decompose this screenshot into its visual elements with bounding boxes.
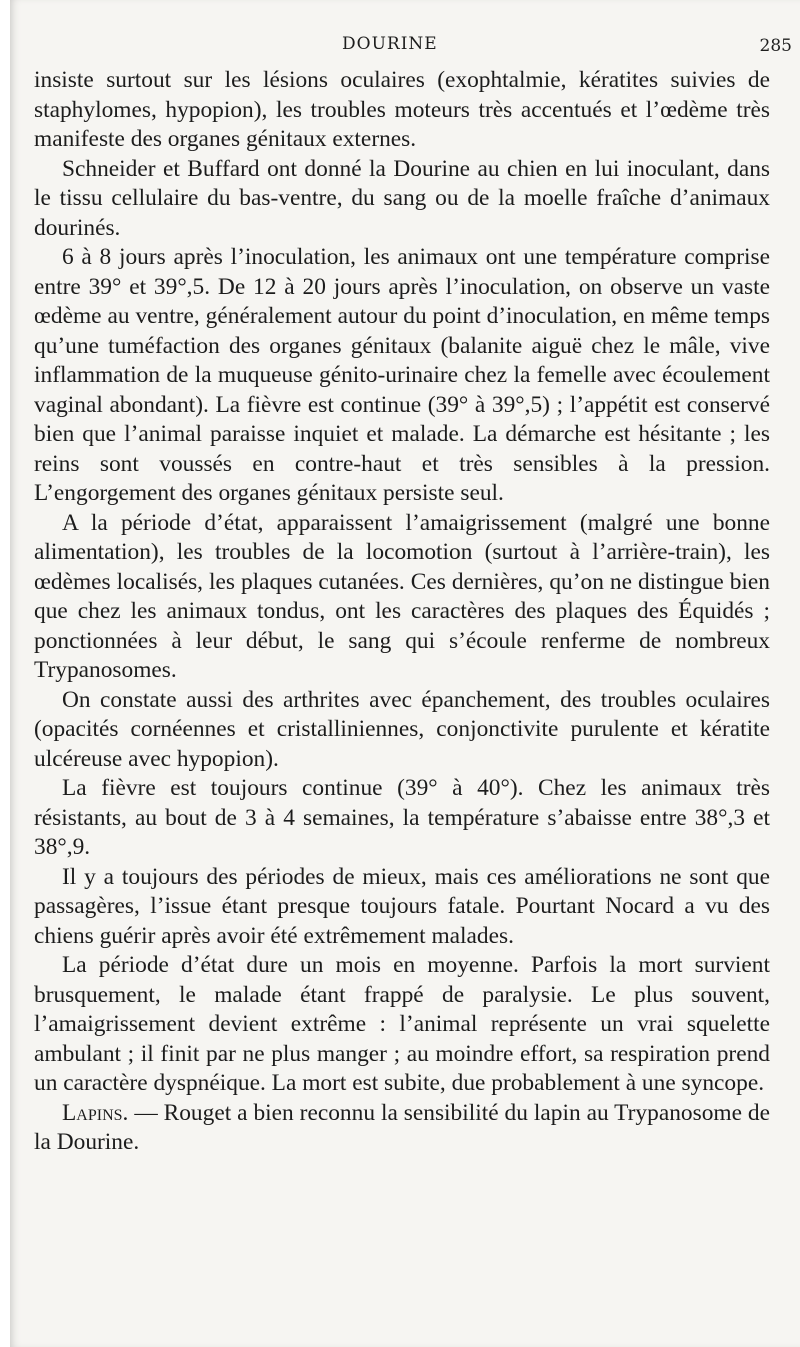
paragraph: A la période d’état, apparaissent l’amaigrissement (malgré une bonne alimentation), les troubles de la locomotion (surtout à l’arrière-train), les œdèmes localisés, les plaques cutanées. Ces dernières, qu’on ne distingue bien que chez les animaux tondus, ont les caractères des plaques des Équidés ; ponctionnées à leur début, le sang qui s’écoule renferme de nombreux Trypanosomes. [34,509,770,683]
paragraph: Il y a toujours des périodes de mieux, mais ces améliorations ne sont que passagères, l’issue étant presque toujours fatale. Pourtant Nocard a vu des chiens guérir après avoir été extrêmement malades. [34,863,770,949]
paragraph: insiste surtout sur les lésions oculaires (exophtalmie, kératites suivies de staphylomes, hypopion), les troubles moteurs très accentués et l’œdème très manifeste des organes génitaux externes. [34,67,770,152]
paragraph: 6 à 8 jours après l’inoculation, les animaux ont une température comprise entre 39° et 39°,5. De 12 à 20 jours après l’inoculation, on observe un vaste œdème au ventre, généralement autour du point d’inoculation, en même temps qu’une tuméfaction des organes génitaux (balanite aiguë chez le mâle, vive inflammation de la muqueuse génito-urinaire chez la femelle avec écoulement vaginal abondant). La fièvre est continue (39° à 39°,5) ; l’appétit est conservé bien que l’animal paraisse inquiet et malade. La démarche est hésitante ; les reins sont voussés en contre-haut et très sensibles à la pression. L’engorgement des organes génitaux persiste seul. [34,244,770,506]
paragraph [34,1099,770,1158]
paragraph: Schneider et Buffard ont donné la Dourine au chien en lui inoculant, dans le tissu cellulaire du bas-ventre, du sang ou de la moelle fraîche d’animaux dourinés. [34,155,770,241]
section-heading: Lapins. [62,1099,129,1126]
book-page [10,0,800,1347]
paragraph: La fièvre est toujours continue (39° à 40°). Chez les animaux très résistants, au bout de 3 à 4 semaines, la température s’abaisse entre 38°,3 et 38°,9. [34,775,770,860]
running-head [10,34,800,56]
running-title: DOURINE [342,34,438,54]
paragraph: La période d’état dure un mois en moyenne. Parfois la mort survient brusquement, le malade étant frappé de paralysie. Le plus souvent, l’amaigrissement devient extrême : l’animal représente un vrai squelette ambulant ; il finit par ne plus manger ; au moindre effort, sa respiration prend un caractère dyspnéique. La mort est subite, due probablement à une syncope. [34,952,770,1096]
page-number: 285 [759,36,792,56]
body-text [34,66,770,1158]
paragraph-text: — Rouget a bien reconnu la sensibilité du lapin au Trypanosome de la Dourine. [34,1099,770,1155]
paragraph: On constate aussi des arthrites avec épanchement, des troubles oculaires (opacités cornéennes et cristalliniennes, conjonctivite purulente et kératite ulcéreuse avec hypopion). [34,686,770,772]
